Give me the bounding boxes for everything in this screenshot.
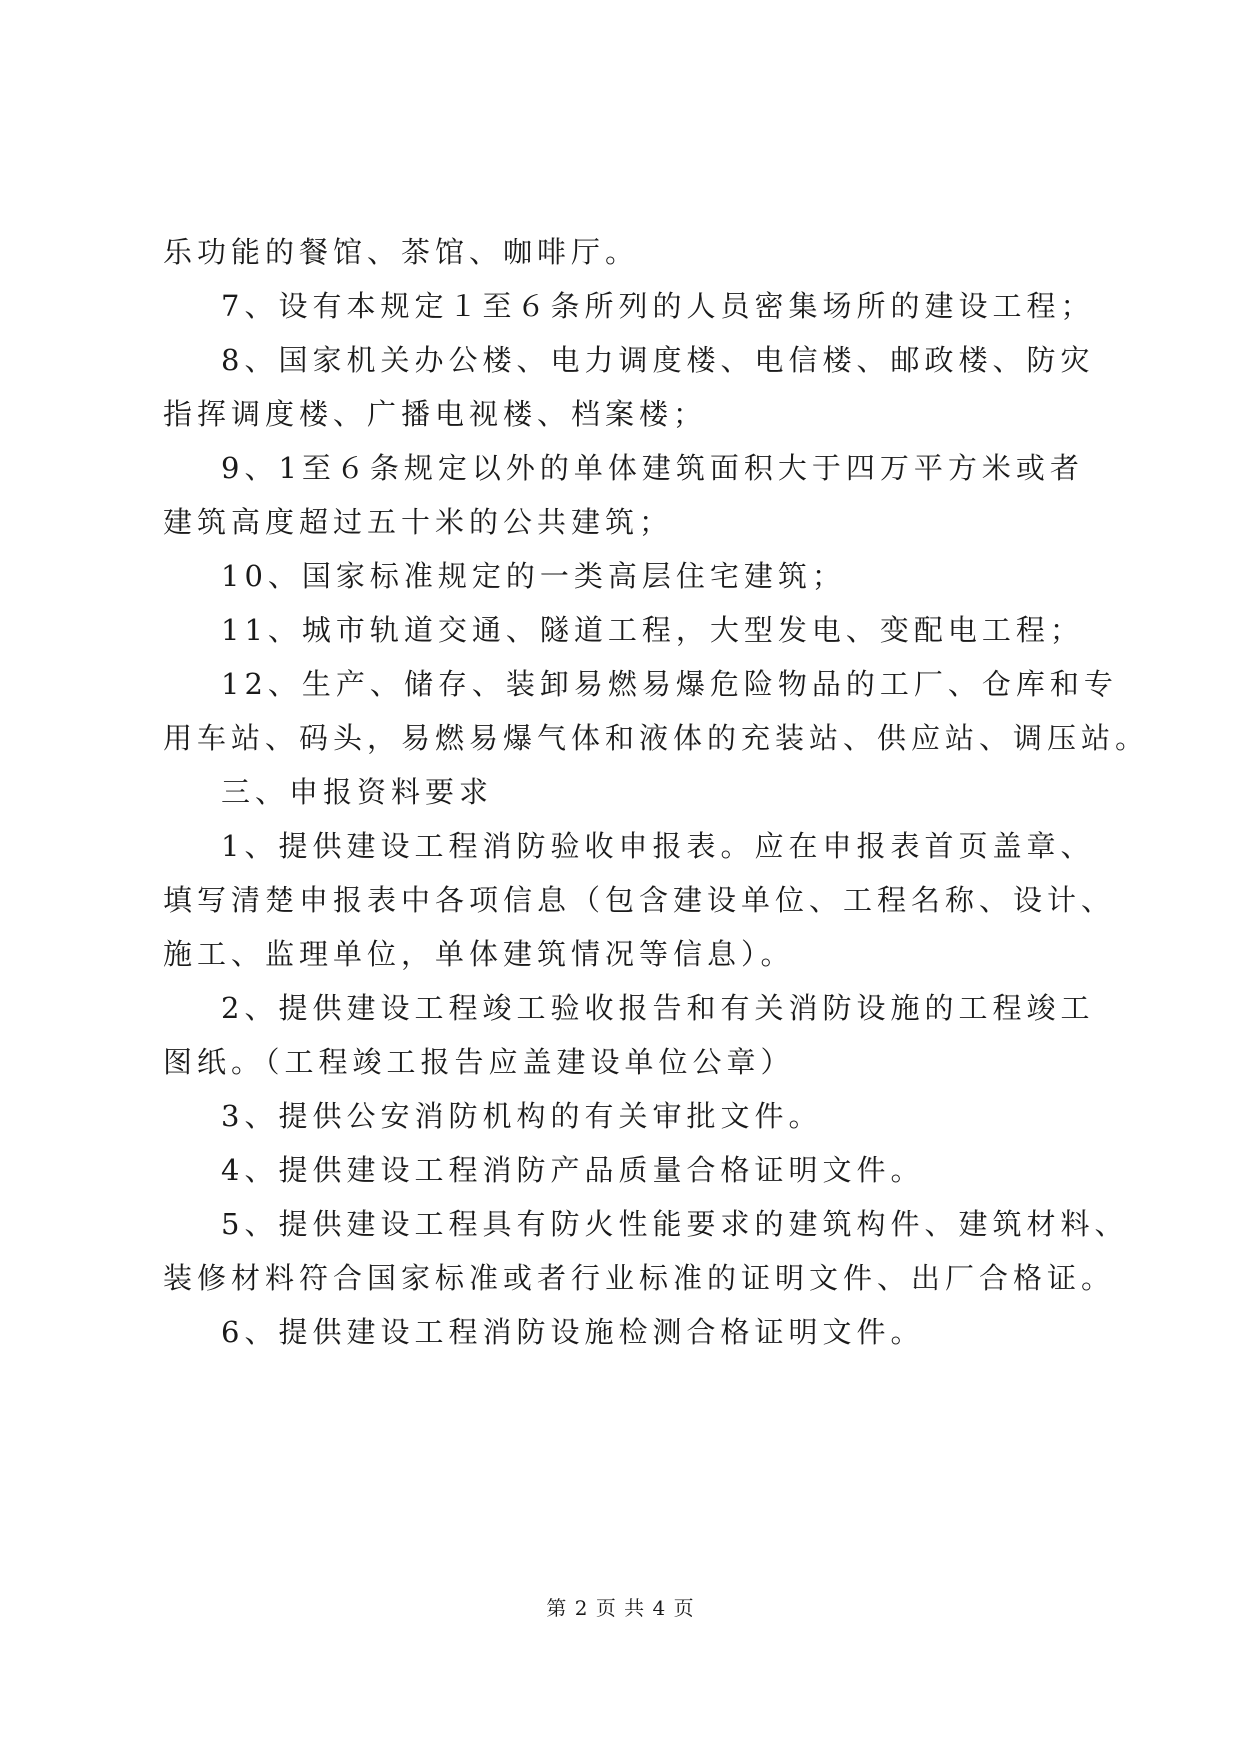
text-line: 9、1至６条规定以外的单体建筑面积大于四万平方米或者 <box>221 451 1084 485</box>
text-line: 4、提供建设工程消防产品质量合格证明文件。 <box>221 1153 925 1187</box>
text-line: 11、城市轨道交通、隧道工程，大型发电、变配电工程； <box>221 613 1084 647</box>
section-heading: 三、申报资料要求 <box>221 775 494 809</box>
text-line: 图纸。（工程竣工报告应盖建设单位公章） <box>163 1045 795 1079</box>
text-line: 10、国家标准规定的一类高层住宅建筑； <box>221 559 846 593</box>
page-number-footer: 第 2 页 共 4 页 <box>546 1596 695 1620</box>
text-line: 1、提供建设工程消防验收申报表。应在申报表首页盖章、 <box>221 829 1095 863</box>
text-line: 6、提供建设工程消防设施检测合格证明文件。 <box>221 1315 925 1349</box>
text-line: 用车站、码头，易燃易爆气体和液体的充装站、供应站、调压站。 <box>163 721 1150 755</box>
text-line: 填写清楚申报表中各项信息（包含建设单位、工程名称、设计、 <box>163 883 1116 917</box>
text-line: 2、提供建设工程竣工验收报告和有关消防设施的工程竣工 <box>221 991 1095 1025</box>
text-line: 8、国家机关办公楼、电力调度楼、电信楼、邮政楼、防灾 <box>221 343 1095 377</box>
text-line: 乐功能的餐馆、茶馆、咖啡厅。 <box>163 235 640 269</box>
text-line: 7、设有本规定１至６条所列的人员密集场所的建设工程； <box>221 289 1095 323</box>
text-line: 施工、监理单位，单体建筑情况等信息）。 <box>163 937 795 971</box>
text-line: 装修材料符合国家标准或者行业标准的证明文件、出厂合格证。 <box>163 1261 1116 1295</box>
text-line: 12、生产、储存、装卸易燃易爆危险物品的工厂、仓库和专 <box>221 667 1118 701</box>
text-line: 建筑高度超过五十米的公共建筑； <box>163 505 674 539</box>
text-line: 3、提供公安消防机构的有关审批文件。 <box>221 1099 823 1133</box>
text-line: 指挥调度楼、广播电视楼、档案楼； <box>163 397 708 431</box>
text-line: 5、提供建设工程具有防火性能要求的建筑构件、建筑材料、 <box>221 1207 1129 1241</box>
